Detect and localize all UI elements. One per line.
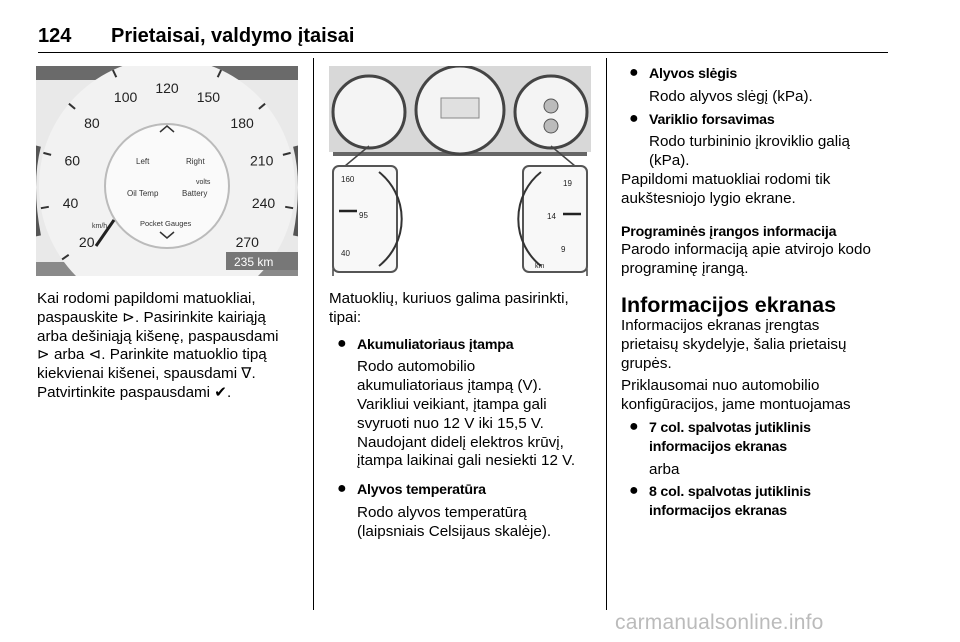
menu-oil-temp: Oil Temp: [127, 189, 159, 198]
menu-pocket-gauges: Pocket Gauges: [140, 219, 192, 228]
gauge-left-bottom: 40: [341, 249, 350, 258]
gauge-right-mid: 14: [547, 212, 556, 221]
list-item: ● 7 col. spalvotas jutiklinis: [629, 417, 811, 436]
gauge-left-top: 160: [341, 175, 355, 184]
unit-kmh: km/h: [92, 223, 108, 230]
text-line: Naudojant didelį elektros krūvį,: [357, 433, 564, 451]
text-line: prietaisų skydelyje, šalia prietaisų: [621, 335, 847, 353]
speed-tick-label: 240: [251, 195, 276, 211]
text-line: arba dešiniąją kišenę, paspausdami: [37, 327, 279, 345]
text-line: Rodo turbininio įkroviklio galią: [649, 133, 850, 151]
list-item-title: 7 col. spalvotas jutiklinis: [649, 419, 811, 436]
text-line: Varikliui veikiant, įtampa gali: [357, 395, 547, 413]
page-title: Prietaisai, valdymo įtaisai: [111, 25, 355, 47]
speed-tick-label: 100: [113, 89, 138, 106]
list-item: ● Alyvos temperatūra: [337, 480, 486, 499]
speed-tick-label: 120: [155, 80, 179, 96]
text-line: grupės.: [621, 354, 672, 372]
gauge-right-top: 19: [563, 179, 572, 188]
text-line: (laipsniais Celsijaus skalėje).: [357, 522, 552, 540]
section-heading: Informacijos ekranas: [621, 292, 837, 317]
text-line: (kPa).: [649, 152, 690, 170]
odometer: 235 km: [234, 255, 274, 269]
speed-tick-label: 270: [235, 234, 259, 251]
text-line: Parodo informaciją apie atvirojo kodo: [621, 241, 871, 259]
text-line: tipai:: [329, 308, 362, 326]
list-item-title: Variklio forsavimas: [649, 111, 775, 128]
column-1: [37, 290, 278, 403]
page-header: [38, 22, 888, 53]
text-line: kiekvienai kišenei, spausdami ∇.: [37, 365, 256, 383]
menu-right: Right: [186, 157, 205, 166]
text-line: paspauskite ⊳. Pasirinkite kairiąją: [37, 308, 266, 326]
speed-tick-label: 60: [64, 152, 81, 169]
column-3: [621, 65, 871, 521]
list-item-title: Akumuliatoriaus įtampa: [357, 336, 514, 353]
list-item: ● Alyvos slėgis: [629, 64, 738, 82]
speed-tick-label: 80: [84, 115, 100, 131]
menu-battery: Battery: [182, 189, 208, 198]
text-line: įtampa laikinai gali nesiekti 12 V.: [357, 452, 576, 470]
watermark: carmanualsonline.info: [615, 611, 824, 634]
text-line: aukštesniojo lygio ekrane.: [621, 189, 796, 207]
menu-left: Left: [136, 157, 150, 166]
gauge-left-mid: 95: [359, 211, 368, 220]
text-line: Patvirtinkite paspausdami ✔.: [37, 383, 232, 401]
text-line: Rodo automobilio: [357, 358, 476, 376]
menu-volts: volts: [196, 179, 211, 186]
speed-tick-label: 40: [62, 195, 79, 211]
speed-tick-label: 20: [78, 234, 95, 251]
text-line: Informacijos ekranas įrengtas: [621, 316, 820, 334]
page-number: 124: [38, 25, 72, 47]
column-divider: [313, 58, 314, 610]
text-line: Matuoklių, kuriuos galima pasirinkti,: [329, 290, 569, 307]
text-line: konfigūracijos, jame montuojamas: [621, 396, 851, 414]
list-item-title-cont: informacijos ekranas: [649, 438, 787, 455]
text-line: ⊳ arba ⊲. Parinkite matuoklio tipą: [37, 346, 267, 364]
speed-tick-label: 150: [196, 89, 221, 106]
list-item-title: Alyvos slėgis: [649, 66, 738, 82]
list-item-title-cont: informacijos ekranas: [649, 503, 787, 520]
text-line: Priklausomai nuo automobilio: [621, 377, 820, 395]
text-line: programinę įrangą.: [621, 260, 749, 278]
speed-tick-label: 180: [230, 115, 254, 131]
list-item: ● Variklio forsavimas: [629, 109, 775, 128]
column-divider: [606, 58, 607, 610]
speedometer-figure: [36, 66, 298, 276]
text-line: arba: [649, 460, 680, 478]
text-line: Rodo alyvos temperatūrą: [357, 503, 527, 521]
text-line: akumuliatoriaus įtampą (V).: [357, 377, 542, 395]
speed-tick-mark: [41, 207, 49, 208]
cluster-figure: [329, 66, 591, 276]
subheading: Programinės įrangos informacija: [621, 223, 837, 240]
list-item-title: 8 col. spalvotas jutiklinis: [649, 484, 811, 501]
gauge-right-bottom: 9: [561, 245, 566, 254]
text-line: svyruoti nuo 12 V iki 15,5 V.: [357, 414, 544, 432]
gauge-unit: km: [535, 263, 545, 270]
text-line: Rodo alyvos slėgį (kPa).: [649, 87, 813, 105]
list-item: ● 8 col. spalvotas jutiklinis: [629, 482, 811, 501]
speed-tick-label: 210: [250, 152, 274, 169]
speed-tick-mark: [285, 207, 293, 208]
text-line: Papildomi matuokliai rodomi tik: [621, 170, 831, 188]
column-2: [329, 290, 575, 542]
list-item: ● Akumuliatoriaus įtampa: [337, 334, 514, 353]
text-line: Kai rodomi papildomi matuokliai,: [37, 290, 256, 307]
list-item-title: Alyvos temperatūra: [357, 482, 486, 499]
